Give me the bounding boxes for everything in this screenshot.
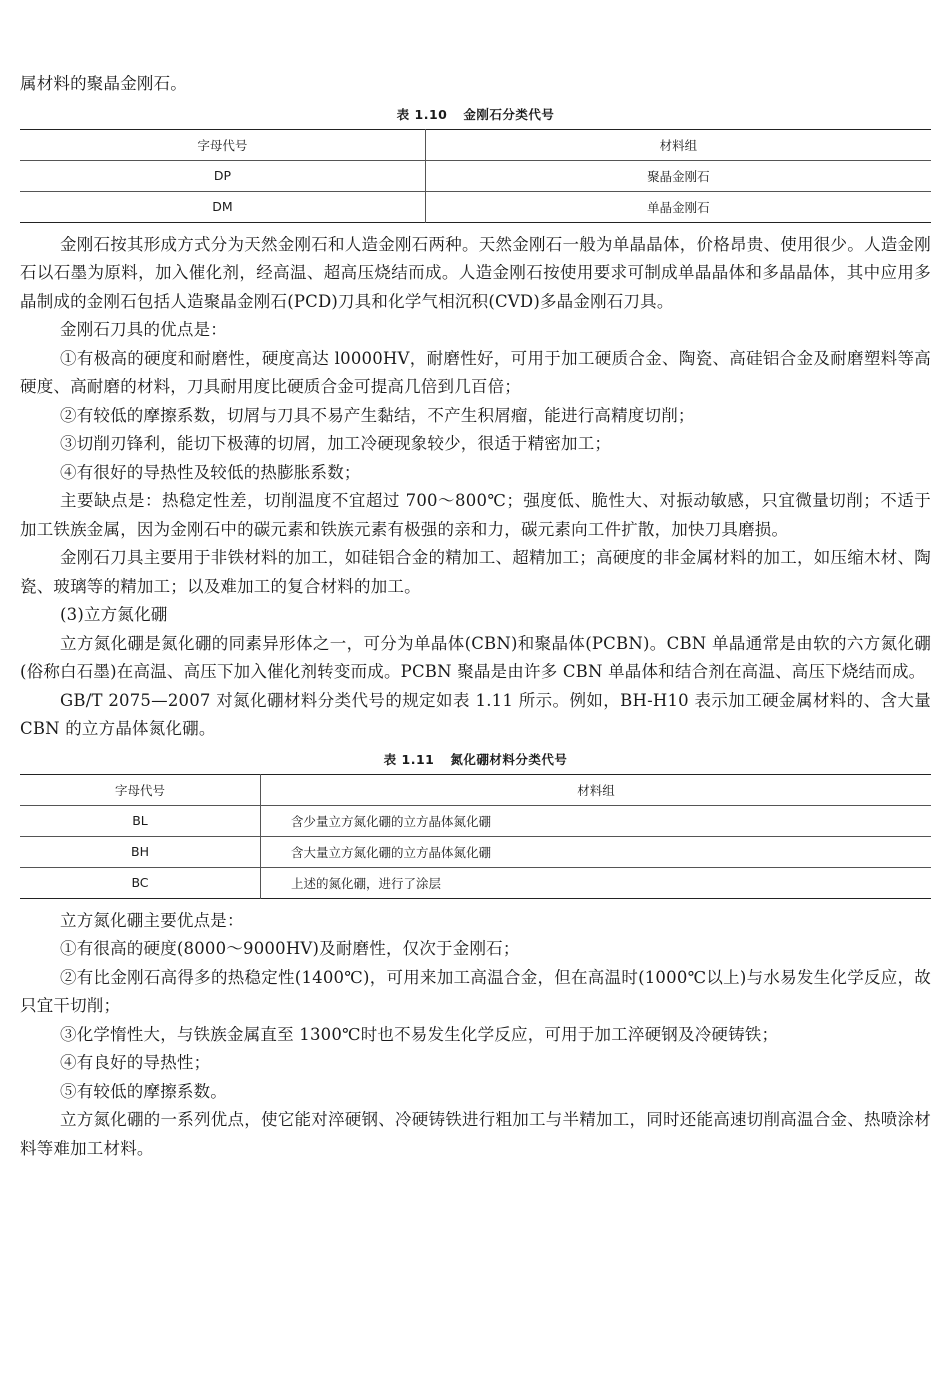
diamond-advantage-item: ①有极高的硬度和耐磨性，硬度高达 l0000HV，耐磨性好，可用于加工硬质合金、陶瓷、高硅铝合金及耐磨塑料等高硬度、高耐磨的材料，刀具耐用度比硬质合金可提高几倍到几百倍； (20, 348, 931, 396)
cbn-advantage-item: ②有比金刚石高得多的热稳定性(1400℃)，可用来加工高温合金，但在高温时(1000℃以上)与水易发生化学反应，故只宜干切削； (20, 967, 931, 1015)
table2-header-code: 字母代号 (20, 774, 261, 805)
table-cell: 含大量立方氮化硼的立方晶体氮化硼 (261, 836, 932, 867)
table-cell: BH (20, 836, 261, 867)
section-heading-cbn: (3)立方氮化硼 (60, 605, 168, 624)
table1-header-group: 材料组 (425, 129, 931, 160)
table1-header-code: 字母代号 (20, 129, 425, 160)
table-cell: DM (20, 191, 425, 222)
table-row (20, 836, 931, 867)
table1-number: 表 1.10 (396, 106, 448, 122)
table2-header-group: 材料组 (261, 774, 932, 805)
cbn-advantage-item: ④有良好的导热性； (60, 1053, 211, 1072)
table2-number: 表 1.11 (383, 751, 435, 767)
table1-title: 金刚石分类代号 (463, 106, 555, 122)
diamond-advantage-item: ②有较低的摩擦系数，切屑与刀具不易产生黏结，不产生积屑瘤，能进行高精度切削； (60, 405, 695, 425)
cbn-advantages-heading: 立方氮化硼主要优点是： (60, 910, 244, 930)
intro-tail: 属材料的聚晶金刚石。 (20, 74, 187, 93)
table-cell: 单晶金刚石 (647, 199, 710, 215)
diamond-advantages-heading: 金刚石刀具的优点是： (60, 320, 227, 339)
diamond-advantage-item: ③切削刃锋利，能切下极薄的切屑，加工冷硬现象较少，很适于精密加工； (60, 434, 612, 453)
table2-caption (20, 750, 931, 770)
diamond-paragraph: 金刚石按其形成方式分为天然金刚石和人造金刚石两种。天然金刚石一般为单晶晶体，价格昂贵、使用很少。人造金刚石以石墨为原料，加入催化剂，经高温、超高压烧结而成。人造金刚石按使用要求可制成单晶晶体和多晶晶体，其中应用多晶制成的金刚石包括人造聚晶金刚石(PCD)刀具和化学气相沉积(CVD)多晶金刚石刀具。 (20, 234, 931, 311)
cbn-advantage-item: ③化学惰性大，与铁族金属直至 1300℃时也不易发生化学反应，可用于加工淬硬钢及冷硬铸铁； (60, 1024, 779, 1044)
table-cell: BC (20, 867, 261, 898)
table-cell: 聚晶金刚石 (425, 160, 931, 191)
table-row (20, 805, 931, 836)
table1-caption (20, 105, 931, 125)
cbn-advantage-item: ⑤有较低的摩擦系数。 (60, 1081, 227, 1101)
table-cell: 上述的氮化硼，进行了涂层 (291, 875, 442, 891)
diamond-disadvantages: 主要缺点是：热稳定性差，切削温度不宜超过 700～800℃；强度低、脆性大、对振动敏感，只宜微量切削；不适于加工铁族金属，因为金刚石中的碳元素和铁族元素有极强的亲和力，碳元素向工件扩散，加快刀具磨损。 (20, 491, 931, 539)
table-row (20, 867, 931, 898)
table-cell: BL (20, 805, 261, 836)
table-row (20, 160, 931, 191)
table-header-row (20, 774, 931, 805)
cbn-summary: 立方氮化硼的一系列优点，使它能对淬硬钢、冷硬铸铁进行粗加工与半精加工，同时还能高速切削高温合金、热喷涂材料等难加工材料。 (20, 1110, 931, 1158)
table1 (20, 129, 931, 223)
table-row (20, 191, 931, 222)
cbn-advantage-item: ①有很高的硬度(8000～9000HV)及耐磨性，仅次于金刚石； (60, 939, 520, 958)
diamond-usage: 金刚石刀具主要用于非铁材料的加工，如硅铝合金的精加工、超精加工；高硬度的非金属材料的加工，如压缩木材、陶瓷、玻璃等的精加工；以及难加工的复合材料的加工。 (20, 548, 931, 596)
table2-title: 氮化硼材料分类代号 (450, 751, 568, 767)
cbn-paragraph: 立方氮化硼是氮化硼的同素异形体之一，可分为单晶体(CBN)和聚晶体(PCBN)。CBN 单晶通常是由软的六方氮化硼(俗称白石墨)在高温、高压下加入催化剂转变而成。PCBN 聚晶是由许多 CBN 单晶体和结合剂在高温、高压下烧结而成。 (20, 633, 931, 681)
cbn-standard-paragraph: GB/T 2075—2007 对氮化硼材料分类代号的规定如表 1.11 所示。例如，BH-H10 表示加工硬金属材料的、含大量 CBN 的立方晶体氮化硼。 (20, 690, 931, 738)
table-header-row (20, 129, 931, 160)
page (20, 70, 931, 1163)
diamond-advantage-item: ④有很好的导热性及较低的热膨胀系数； (60, 462, 361, 482)
table-cell: 含少量立方氮化硼的立方晶体氮化硼 (261, 805, 932, 836)
table-cell: DP (20, 160, 425, 191)
table2 (20, 774, 931, 899)
